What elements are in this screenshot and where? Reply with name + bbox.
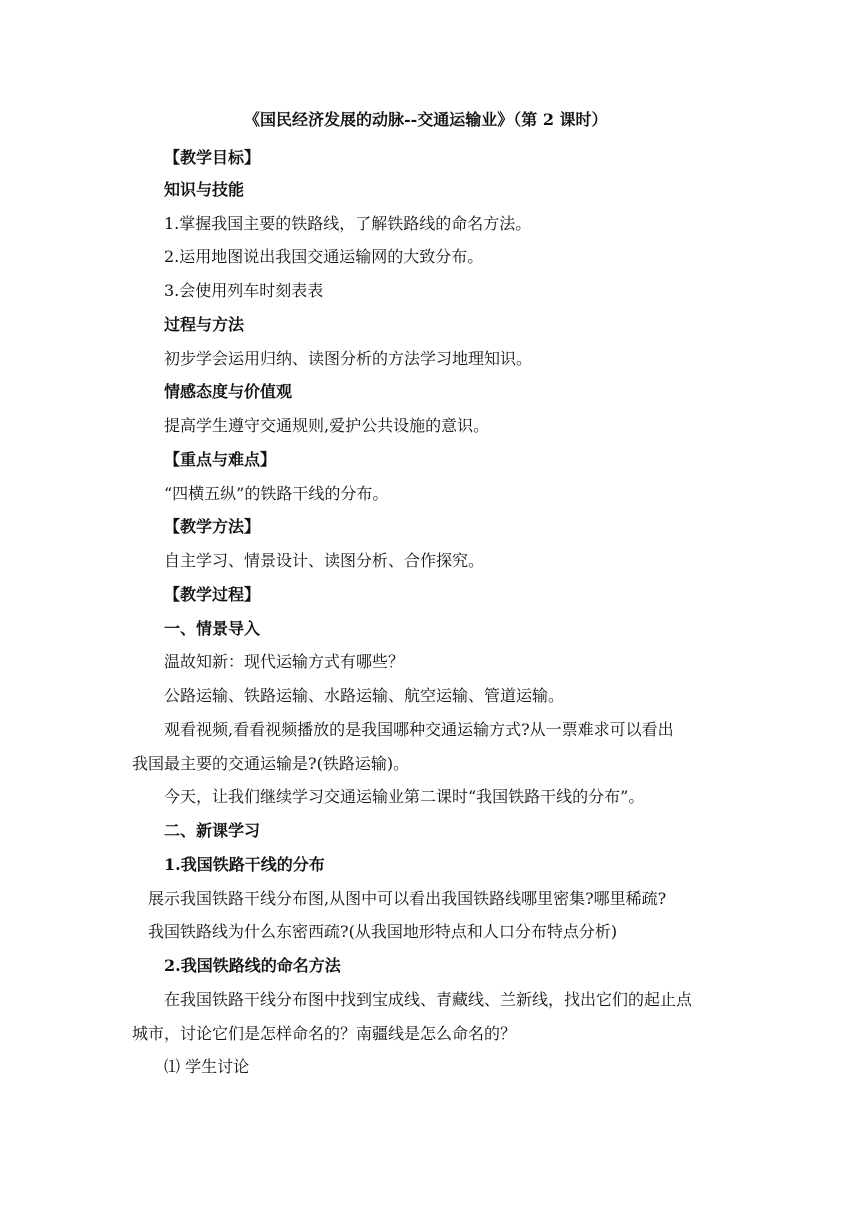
section-heading-key-difficult: 【重点与难点】 [164,450,277,469]
subheading-process-method: 过程与方法 [164,315,245,334]
naming-paragraph-line-2: 城市，讨论它们是怎样命名的？南疆线是怎么命名的？ [132,1024,517,1043]
process-method-text: 初步学会运用归纳、读图分析的方法学习地理知识。 [164,349,533,368]
goal-item-2: 2.运用地图说出我国交通运输网的大致分布。 [164,247,484,266]
distribution-question-1: 展示我国铁路干线分布图,从图中可以看出我国铁路线哪里密集?哪里稀疏? [148,889,667,908]
subheading-scene-intro: 一、情景导入 [164,619,261,638]
naming-paragraph-line-1: 在我国铁路干线分布图中找到宝成线、青藏线、兰新线，找出它们的起止点 [164,990,693,1009]
video-paragraph-line-2: 我国最主要的交通运输是?(铁路运输)。 [132,754,410,773]
review-question: 温故知新：现代运输方式有哪些？ [164,652,405,671]
subheading-emotion-values: 情感态度与价值观 [164,382,293,401]
subheading-knowledge-skills: 知识与技能 [164,180,245,199]
section-heading-teaching-process: 【教学过程】 [164,585,261,604]
goal-item-3: 3.会使用列车时刻表表 [164,281,324,300]
goal-item-1: 1.掌握我国主要的铁路线，了解铁路线的命名方法。 [164,214,532,233]
subheading-railway-distribution: 1.我国铁路干线的分布 [164,855,325,874]
teaching-methods-text: 自主学习、情景设计、读图分析、合作探究。 [164,551,485,570]
document-title: 《国民经济发展的动脉--交通运输业》（第 2 课时） [244,110,608,129]
distribution-question-2: 我国铁路线为什么东密西疏?(从我国地形特点和人口分布特点分析) [148,922,618,941]
today-paragraph: 今天，让我们继续学习交通运输业第二课时“我国铁路干线的分布”。 [164,787,645,806]
section-heading-teaching-goals: 【教学目标】 [164,148,261,167]
section-heading-teaching-methods: 【教学方法】 [164,517,261,536]
video-paragraph-line-1: 观看视频,看看视频播放的是我国哪种交通运输方式?从一票难求可以看出 [164,720,674,739]
subheading-railway-naming: 2.我国铁路线的命名方法 [164,956,341,975]
key-difficult-text: “四横五纵”的铁路干线的分布。 [164,484,389,503]
subheading-new-lesson: 二、新课学习 [164,821,261,840]
student-discussion: ⑴ 学生讨论 [164,1057,250,1076]
review-answer: 公路运输、铁路运输、水路运输、航空运输、管道运输。 [164,686,565,705]
emotion-values-text: 提高学生遵守交通规则,爱护公共设施的意识。 [164,416,490,435]
